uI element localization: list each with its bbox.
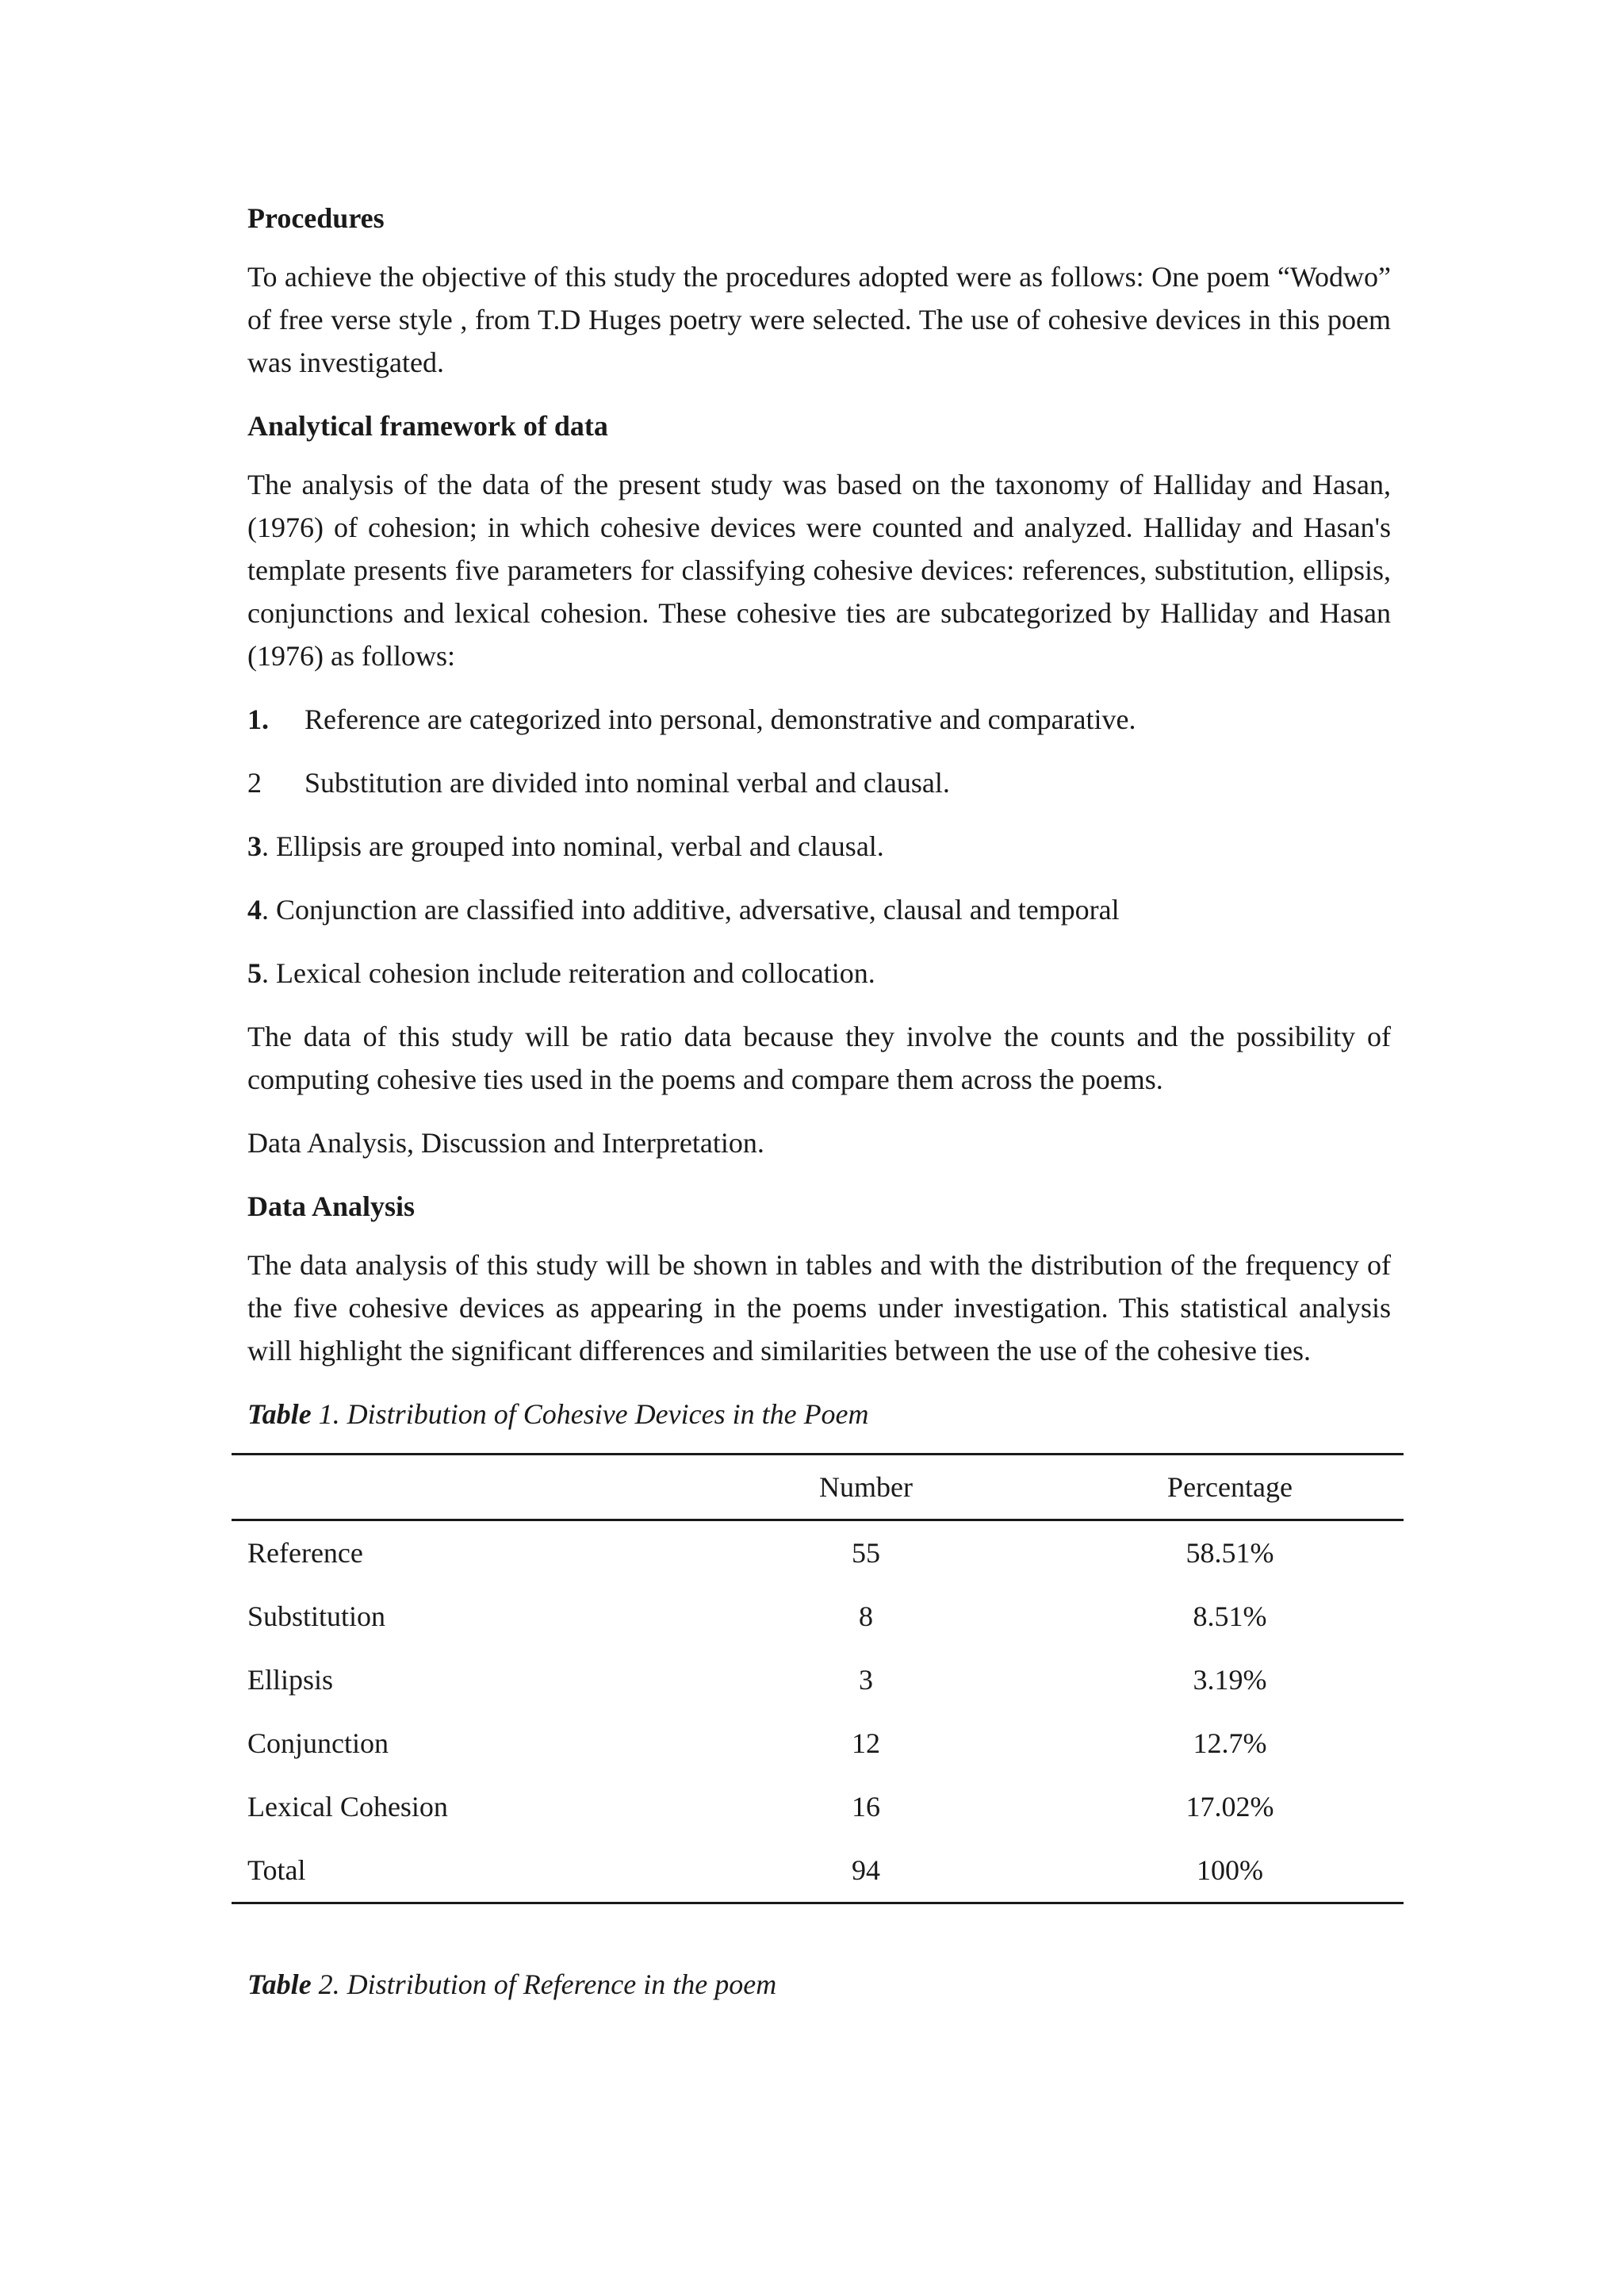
table-cell-number: 94 (676, 1838, 1056, 1903)
table-cell-label: Substitution (247, 1600, 386, 1632)
list-item-number: 2 (247, 767, 262, 799)
list-item (247, 698, 1391, 741)
list-item (247, 888, 1391, 931)
table-row (232, 1585, 1404, 1648)
table-cell-label: Total (232, 1838, 676, 1903)
procedures-heading: Procedures (247, 202, 385, 234)
procedures-paragraph: To achieve the objective of this study the procedures adopted were as follows: One poem “Wodwo” of free verse style , from T.D Huges poetry were selected. The use of cohesive devices in this poem was investigated. (247, 261, 1391, 378)
table-row (232, 1520, 1404, 1585)
list-item-text: Substitution are divided into nominal verbal and clausal. (304, 767, 950, 799)
table-cell-label: Ellipsis (247, 1664, 334, 1696)
list-item-number: 1. (247, 703, 269, 735)
table-cell-number: 16 (852, 1791, 880, 1823)
table-row (232, 1775, 1404, 1838)
table-cell-percentage: 8.51% (1193, 1600, 1267, 1632)
data-analysis-paragraph: The data analysis of this study will be shown in tables and with the distribution of the frequency of the five cohesive devices as appearing in the poems under investigation. This statistical analysis will highlight the significant differences and similarities between the use of the cohesive ties. (247, 1249, 1391, 1366)
table-header-row (232, 1455, 1404, 1520)
table-cell-percentage: 3.19% (1193, 1664, 1267, 1696)
table-cell-number: 3 (859, 1664, 873, 1696)
table-cell-label: Lexical Cohesion (247, 1791, 448, 1823)
table2-caption-text: 2. Distribution of Reference in the poem (311, 1968, 777, 2000)
data-analysis-heading: Data Analysis (247, 1190, 416, 1222)
table2-caption-label: Table (247, 1968, 312, 2000)
cohesive-devices-table (232, 1453, 1404, 1904)
framework-heading: Analytical framework of data (247, 410, 608, 442)
list-item (247, 761, 1391, 804)
table-cell-number: 55 (852, 1537, 880, 1569)
list-item-text: . Conjunction are classified into additive, adversative, clausal and temporal (262, 894, 1120, 926)
section-line: Data Analysis, Discussion and Interpretation. (247, 1127, 764, 1159)
table-row (232, 1711, 1404, 1775)
list-item-number: 5 (247, 957, 262, 989)
list-item-number: 3 (247, 830, 262, 862)
list-item-text: . Ellipsis are grouped into nominal, verbal and clausal. (262, 830, 884, 862)
table-cell-percentage: 17.02% (1185, 1791, 1274, 1823)
table-cell-label: Conjunction (247, 1727, 389, 1759)
list-item (247, 825, 1391, 868)
table-cell-number: 12 (852, 1727, 880, 1759)
table1-caption (247, 1393, 1391, 1435)
table-row-total (232, 1838, 1404, 1903)
ratio-paragraph: The data of this study will be ratio data because they involve the counts and the possibility of computing cohesive ties used in the poems and compare them across the poems. (247, 1021, 1391, 1095)
table-row (232, 1648, 1404, 1711)
table2-caption (247, 1963, 1391, 2006)
table-cell-percentage: 58.51% (1185, 1537, 1274, 1569)
list-item-text: Reference are categorized into personal, demonstrative and comparative. (304, 703, 1136, 735)
spacer (247, 1904, 1391, 1963)
table-header-cell: Number (676, 1455, 1056, 1520)
table-cell-percentage: 12.7% (1193, 1727, 1267, 1759)
table-cell-number: 8 (859, 1600, 873, 1632)
list-item-number: 4 (247, 894, 262, 926)
list-item (247, 952, 1391, 995)
table-cell-percentage: 100% (1056, 1838, 1404, 1903)
table-cell-label: Reference (247, 1537, 363, 1569)
table-header-cell: Percentage (1056, 1455, 1404, 1520)
framework-paragraph: The analysis of the data of the present study was based on the taxonomy of Halliday and Hasan, (1976) of cohesion; in which cohesive devices were counted and analyzed. Halliday and Hasan's template presents five parameters for classifying cohesive devices: references, substitution, ellipsis, conjunctions and lexical cohesion. These cohesive ties are subcategorized by Halliday and Hasan (1976) as follows: (247, 469, 1391, 672)
document-page (247, 197, 1391, 2023)
table1-caption-text: 1. Distribution of Cohesive Devices in the Poem (311, 1398, 869, 1430)
table1-caption-label: Table (247, 1398, 312, 1430)
table-header-cell (232, 1455, 676, 1520)
list-item-text: . Lexical cohesion include reiteration and collocation. (262, 957, 875, 989)
